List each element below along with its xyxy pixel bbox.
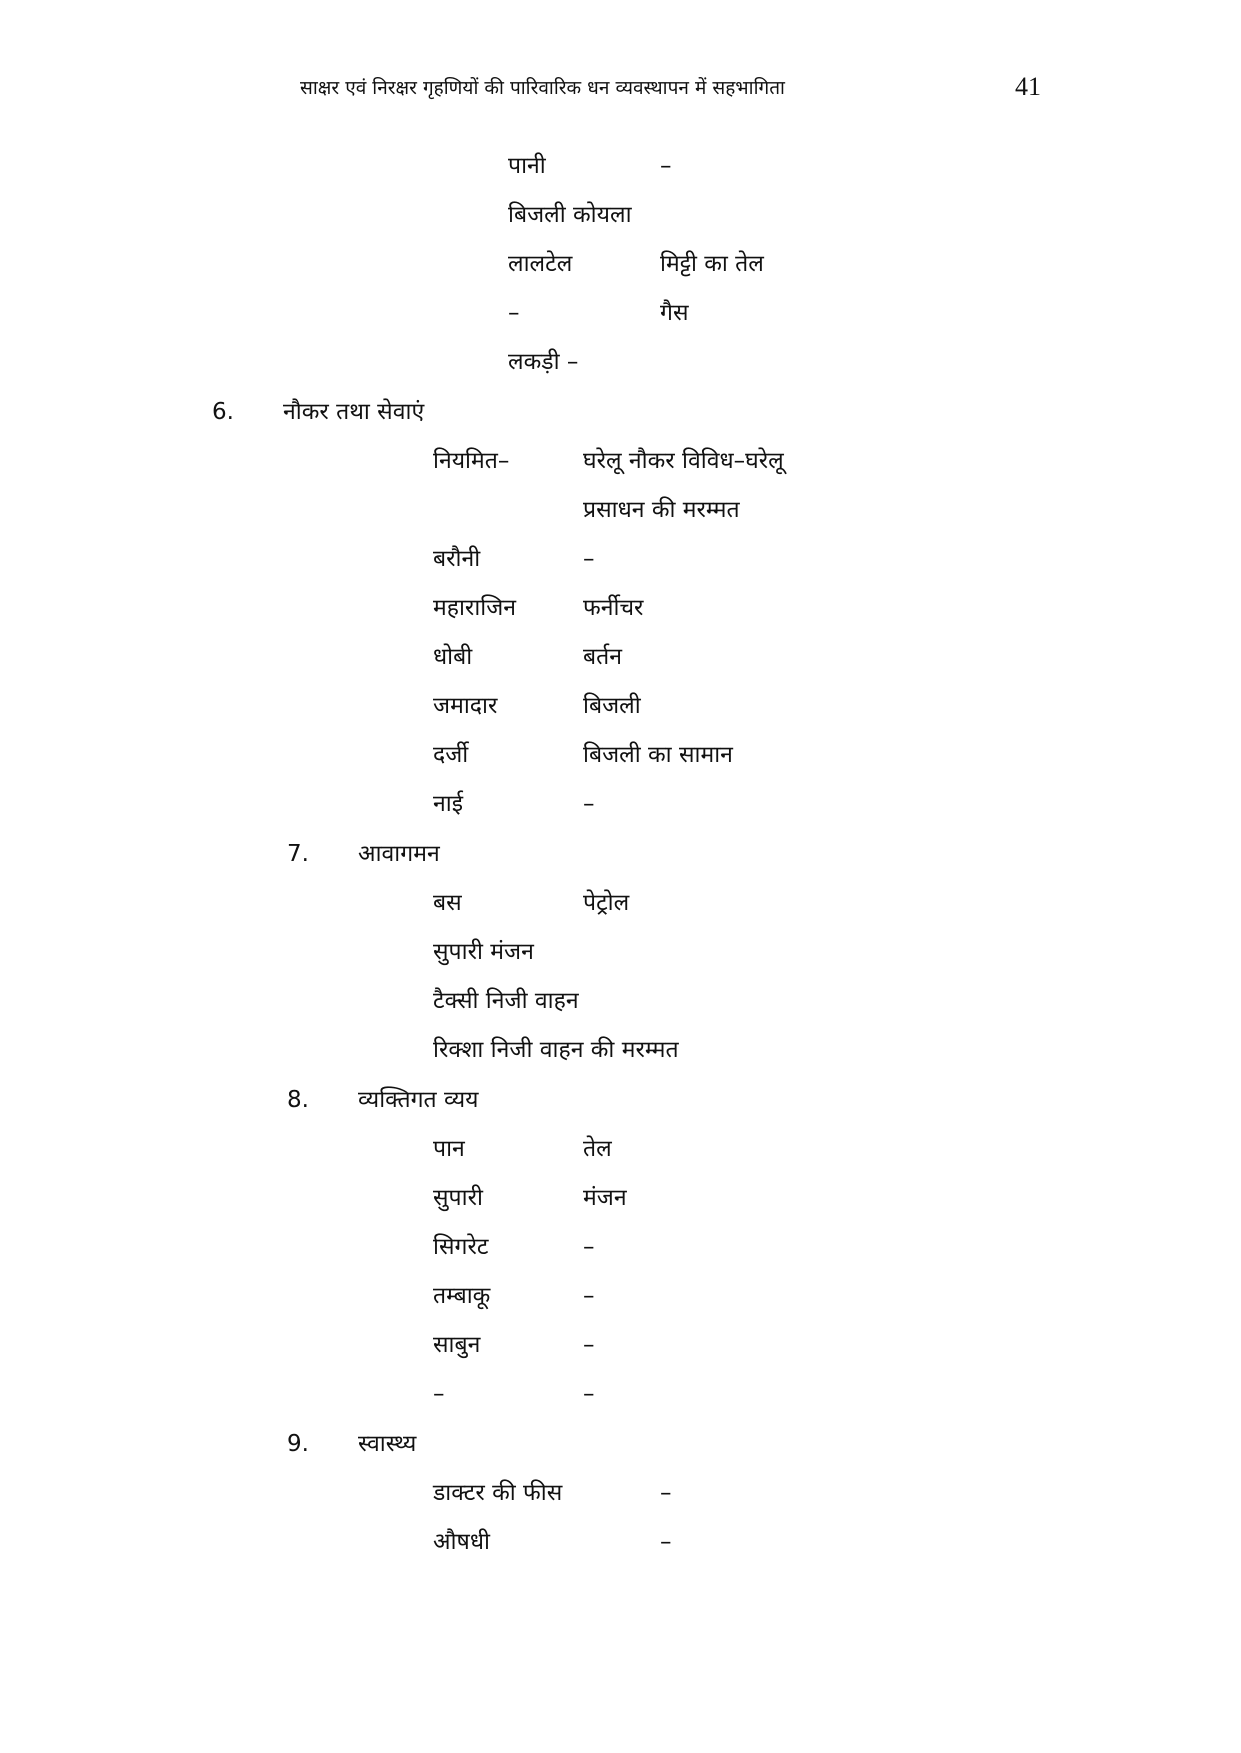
section-6-row-7-col-1: दर्जी (433, 742, 469, 768)
section-7-row-3: टैक्सी निजी वाहन (433, 988, 579, 1014)
section-8-row-4-col-1: तम्बाकू (433, 1283, 491, 1309)
section-8-row-3-col-2: – (583, 1234, 595, 1260)
section-8-row-4-col-2: – (583, 1283, 595, 1309)
section-7-row-2: सुपारी मंजन (433, 939, 534, 965)
section-6-row-6-col-1: जमादार (433, 693, 498, 719)
section-7-number: 7. (287, 841, 309, 867)
section-8-row-5-col-2: – (583, 1332, 595, 1358)
section-6-row-3-col-1: बरौनी (433, 546, 481, 572)
section-8-title: व्यक्तिगत व्यय (358, 1087, 479, 1113)
section-8-row-1-col-1: पान (433, 1136, 465, 1162)
section-9-row-1-col-2: – (660, 1480, 672, 1506)
section-6-title: नौकर तथा सेवाएं (283, 399, 425, 425)
section-6-row-5-col-1: धोबी (433, 644, 473, 670)
section-9-title: स्वास्थ्य (358, 1431, 417, 1457)
section-9-number: 9. (287, 1431, 309, 1457)
section-7-row-1-col-2: पेट्रोल (583, 890, 630, 916)
section-7-row-4: रिक्शा निजी वाहन की मरम्मत (433, 1037, 679, 1063)
section-9-row-2-col-2: – (660, 1529, 672, 1555)
section-9-row-1-col-1: डाक्टर की फीस (433, 1480, 563, 1506)
top-row-2-col-1: बिजली कोयला (508, 202, 632, 228)
section-6-number: 6. (212, 399, 234, 425)
top-row-3-col-2: मिट्टी का तेल (660, 251, 764, 277)
top-row-1-col-1: पानी (508, 153, 546, 179)
section-6-row-3-col-2: – (583, 546, 595, 572)
section-8-row-2-col-1: सुपारी (433, 1185, 483, 1211)
section-6-row-8-col-2: – (583, 791, 595, 817)
top-row-1-col-2: – (660, 153, 672, 179)
section-9-row-2-col-1: औषधी (433, 1529, 490, 1555)
section-6-row-1-col-1: नियमित– (433, 448, 510, 474)
section-6-row-6-col-2: बिजली (583, 693, 641, 719)
section-7-row-1-col-1: बस (433, 890, 462, 916)
page-number: 41 (1015, 72, 1041, 101)
section-8-row-6-col-1: – (433, 1381, 445, 1407)
section-8-row-6-col-2: – (583, 1381, 595, 1407)
section-6-row-7-col-2: बिजली का सामान (583, 742, 733, 768)
section-8-number: 8. (287, 1087, 309, 1113)
section-6-row-4-col-1: महाराजिन (433, 595, 517, 621)
section-6-row-5-col-2: बर्तन (583, 644, 623, 670)
section-8-row-5-col-1: साबुन (433, 1332, 481, 1358)
running-header-title: साक्षर एवं निरक्षर गृहणियों की पारिवारिक धन व्यवस्थापन में सहभागिता (300, 77, 785, 99)
section-6-row-1-col-2: घरेलू नौकर विविध–घरेलू (583, 448, 784, 474)
top-row-5-col-1: लकड़ी – (508, 349, 579, 375)
top-row-3-col-1: लालटेल (508, 251, 573, 277)
section-8-row-2-col-2: मंजन (583, 1185, 627, 1211)
section-6-row-4-col-2: फर्नीचर (583, 595, 644, 621)
section-6-row-2-col-2: प्रसाधन की मरम्मत (583, 497, 740, 523)
section-6-row-8-col-1: नाई (433, 791, 464, 817)
section-7-title: आवागमन (358, 841, 440, 867)
section-8-row-1-col-2: तेल (583, 1136, 612, 1162)
top-row-4-col-2: गैस (660, 300, 689, 326)
top-row-4-col-1: – (508, 300, 520, 326)
section-8-row-3-col-1: सिगरेट (433, 1234, 489, 1260)
